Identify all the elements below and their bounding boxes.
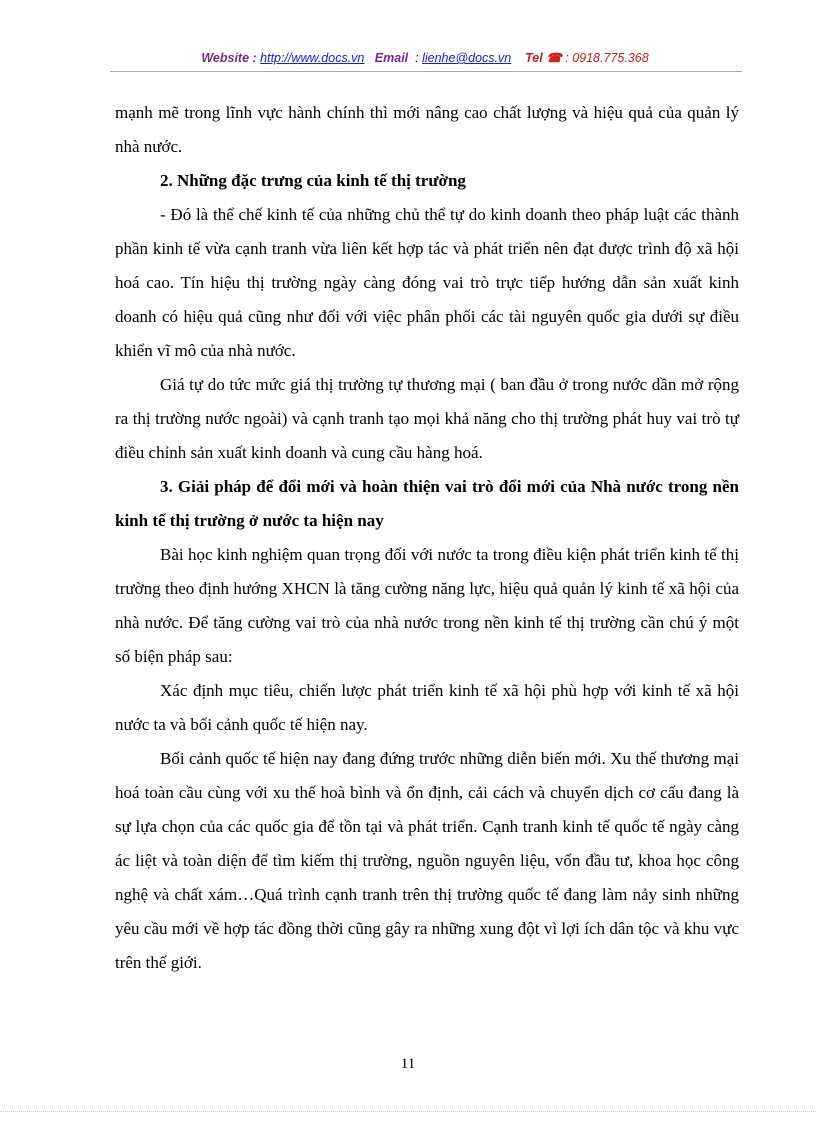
page-number: 11	[400, 1056, 416, 1072]
paragraph-continuation: mạnh mẽ trong lĩnh vực hành chính thì mới nâng cao chất lượng và hiệu quả của quản lý nhà nước.	[115, 103, 739, 156]
tel-number: : 0918.775.368	[565, 51, 649, 65]
document-body	[115, 96, 739, 980]
email-separator: :	[415, 51, 419, 65]
section-heading-2: 2. Những đặc trưng của kinh tế thị trường	[160, 171, 466, 190]
page-header	[110, 50, 740, 70]
paragraph-lesson: Bài học kinh nghiệm quan trọng đối với nước ta trong điều kiện phát triển kinh tế thị trường theo định hướng XHCN là tăng cường năng lực, hiệu quả quản lý kinh tế xã hội của nhà nước. Để tăng cường vai trò của nhà nước trong nền kinh tế thị trường cần chú ý một số biện pháp sau:	[115, 545, 739, 666]
email-link[interactable]: lienhe@docs.vn	[422, 51, 512, 65]
section-heading-3: 3. Giải pháp để đổi mới và hoàn thiện vai trò đổi mới của Nhà nước trong nền kinh tế thị trường ở nước ta hiện nay	[115, 477, 739, 530]
tel-label: Tel ☎	[525, 51, 562, 65]
website-label: Website :	[201, 51, 257, 65]
footer-divider	[0, 1111, 816, 1112]
paragraph-market-institution: - Đó là thể chế kinh tế của những chủ thể tự do kinh doanh theo pháp luật các thành phần kinh tế vừa cạnh tranh vừa liên kết hợp tác và phát triển nên đạt được trình độ xã hội hoá cao. Tín hiệu thị trường ngày càng đóng vai trò trực tiếp hướng dẫn sản xuất kinh doanh có hiệu quả cũng như đối với việc phân phối các tài nguyên quốc gia dưới sự điều khiển vĩ mô của nhà nước.	[115, 205, 739, 360]
paragraph-strategy: Xác định mục tiêu, chiến lược phát triển kinh tế xã hội phù hợp với kinh tế xã hội nước ta và bối cảnh quốc tế hiện nay.	[115, 681, 739, 734]
email-label: Email	[374, 51, 409, 65]
website-link[interactable]: http://www.docs.vn	[260, 51, 365, 65]
paragraph-international-context: Bối cảnh quốc tế hiện nay đang đứng trước những diễn biến mới. Xu thế thương mại hoá toàn cầu cùng với xu thế hoà bình và ổn định, cải cách và chuyển dịch cơ cấu đang là sự lựa chọn của các quốc gia để tồn tại và phát triển. Cạnh tranh kinh tế quốc tế ngày càng ác liệt và toàn diện để tìm kiếm thị trường, nguồn nguyên liệu, vốn đầu tư, khoa học công nghệ và chất xám…Quá trình cạnh tranh trên thị trường quốc tế đang làm nảy sinh những yêu cầu mới về hợp tác đồng thời cũng gây ra những xung đột vì lợi ích dân tộc và khu vực trên thế giới.	[115, 749, 739, 972]
paragraph-free-price: Giá tự do tức mức giá thị trường tự thương mại ( ban đầu ở trong nước dần mở rộng ra thị trường nước ngoài) và cạnh tranh tạo mọi khả năng cho thị trường phát huy vai trò tự điều chỉnh sản xuất kinh doanh và cung cầu hàng hoá.	[115, 375, 739, 462]
header-divider	[110, 71, 742, 72]
